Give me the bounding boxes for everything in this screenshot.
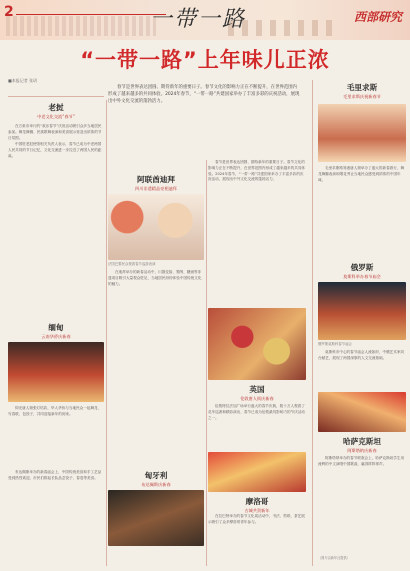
story-kazakhstan-text — [318, 456, 406, 469]
story-laos-heading — [8, 102, 104, 120]
story-tag: 莫斯科举办春节庙会 — [343, 274, 381, 279]
story-continuation-text — [208, 160, 306, 184]
story-country: 英国 — [249, 385, 265, 394]
photo-morocco — [208, 452, 306, 492]
story-russia-text — [318, 350, 406, 363]
photo-caption: 法国巴黎民众观看春节巡游表演 — [108, 262, 156, 266]
story-dubai-text — [108, 270, 204, 288]
story-paragraph: 中国驻老挝使馆相关负责人表示，春节已成为中老两国人民共同的节日记忆，文化交流进一步拉近了两国人民的距离。 — [8, 142, 102, 158]
masthead-rule — [16, 14, 166, 15]
story-uk-heading — [208, 384, 306, 402]
story-morocco-heading — [208, 496, 306, 514]
photo-kazakhstan — [318, 392, 406, 432]
story-country: 摩洛哥 — [245, 497, 269, 506]
story-tag: 毛里求斯庆祝新春节 — [343, 94, 381, 99]
story-paragraph: 伦敦特拉法加广场举行盛大的春节庆典，数十万人观看了花车巡游和精彩演出，春节已成为伦敦最具影响力的节庆活动之一。 — [208, 404, 306, 420]
story-tag: 阿斯塔纳庆新春 — [347, 448, 377, 453]
masthead — [0, 0, 410, 40]
photo-hungary — [108, 490, 204, 546]
column-divider — [206, 160, 207, 566]
column-name: 西部研究 — [353, 10, 402, 24]
story-tag: 布达佩斯庆新春 — [141, 482, 171, 487]
masthead-title: 一带一路 — [150, 7, 247, 32]
story-kazakhstan-heading — [318, 436, 406, 454]
section-divider — [8, 96, 104, 97]
photo-myanmar — [8, 342, 104, 402]
story-paragraph: 在迪拜举办的新春活动中，川剧变脸、蜀绣、糖画等非遗项目吸引大量观众驻足，当地居民纷纷体验中国传统文化的魅力。 — [108, 270, 202, 286]
photo-mauritius — [318, 104, 406, 162]
story-dubai-heading — [108, 174, 204, 192]
story-hungary-text — [8, 470, 104, 483]
lead-paragraph: 春节是世界表达团圆、期待新年的重要日子。春节文化的影响力正在不断提升，在世界范围内形成了越来越多的共同体验。2024年春节，“一带一路”共建国家举办了丰富多彩的庆祝活动，展现出中外文化交流的蓬勃活力。 — [108, 85, 300, 104]
photo-credit: （图片由新华社提供） — [318, 556, 350, 560]
story-paragraph: 仰光唐人街张灯结彩，华人华侨与当地民众一起舞龙、写春联、包饺子，共同迎接新年的到来。 — [8, 406, 102, 416]
story-laos-text — [8, 124, 104, 161]
story-country: 哈萨克斯坦 — [343, 437, 381, 446]
photo-dubai — [108, 194, 204, 260]
story-paragraph: 在拉巴特举办的春节文化周活动中，书法、剪纸、茶艺展示吸引了众多摩洛哥青年参与。 — [208, 514, 305, 524]
story-country: 毛里求斯 — [346, 83, 378, 92]
story-country: 老挝 — [48, 103, 64, 112]
photo-russia — [318, 282, 406, 340]
story-mauritius-heading — [318, 82, 406, 100]
story-mauritius-text — [318, 166, 406, 184]
story-tag: 云南华侨庆新春 — [41, 334, 71, 339]
story-myanmar-text — [8, 406, 104, 419]
story-uk-text — [208, 404, 306, 422]
story-myanmar-heading — [8, 322, 104, 340]
story-russia-heading — [318, 262, 406, 280]
story-country: 俄罗斯 — [350, 263, 374, 272]
story-tag: 古城共贺新年 — [244, 508, 270, 513]
skyline-illustration — [6, 16, 156, 36]
headline: “一带一路”上年味儿正浓 — [80, 48, 330, 72]
story-paragraph: 布达佩斯举办的新春庙会上，中国传统美食和手工艺品受到热烈欢迎，市民们排起长队品尝饺子、春卷等美食。 — [8, 470, 102, 480]
story-tag: 伦敦唐人街庆新春 — [240, 396, 274, 401]
story-country: 阿联酋迪拜 — [137, 175, 175, 184]
story-country: 缅甸 — [48, 323, 64, 332]
story-morocco-text — [208, 514, 306, 527]
byline: ■本报记者 张玥 — [8, 78, 38, 83]
story-paragraph: 莫斯科市中心的春节庙会人流如织，中俄艺术家同台献艺，展现了两国深厚的人文交流基础。 — [318, 350, 405, 360]
story-paragraph: 毛里求斯路易港唐人街举办了盛大的新春游行，舞龙舞狮表演和烟花秀让当地民众感受到浓浓的中国年味。 — [318, 166, 405, 182]
photo-uk — [208, 308, 306, 380]
story-paragraph: 阿斯塔纳举办的春节联欢会上，哈萨克斯坦学生用流利的中文演唱中国歌曲，赢得阵阵掌声。 — [318, 456, 405, 466]
story-tag: 四川非遗精品亮相迪拜 — [135, 186, 177, 191]
story-country: 匈牙利 — [144, 471, 168, 480]
photo-caption: 俄罗斯莫斯科春节庙会 — [318, 342, 352, 346]
story-paragraph: 春节是世界表达团圆、期待新年的重要日子。春节文化的影响力正在不断提升，在世界范围内形成了越来越多的共同体验。2024年春节，“一带一路”共建国家举办了丰富多彩的庆祝活动，展现出中外文化交流的蓬勃活力。 — [208, 160, 306, 182]
page-number: 2 — [4, 4, 14, 20]
story-tag: 中老文化交流“春节” — [37, 114, 75, 119]
column-divider — [106, 100, 107, 566]
story-hungary-heading — [108, 470, 204, 488]
column-divider — [312, 80, 313, 566]
story-paragraph: 在万象市举行的“欢乐春节”庆祝活动吸引众多当地居民参加。舞龙舞狮、民族歌舞表演和美食展示营造出浓浓的节日氛围。 — [8, 124, 102, 140]
